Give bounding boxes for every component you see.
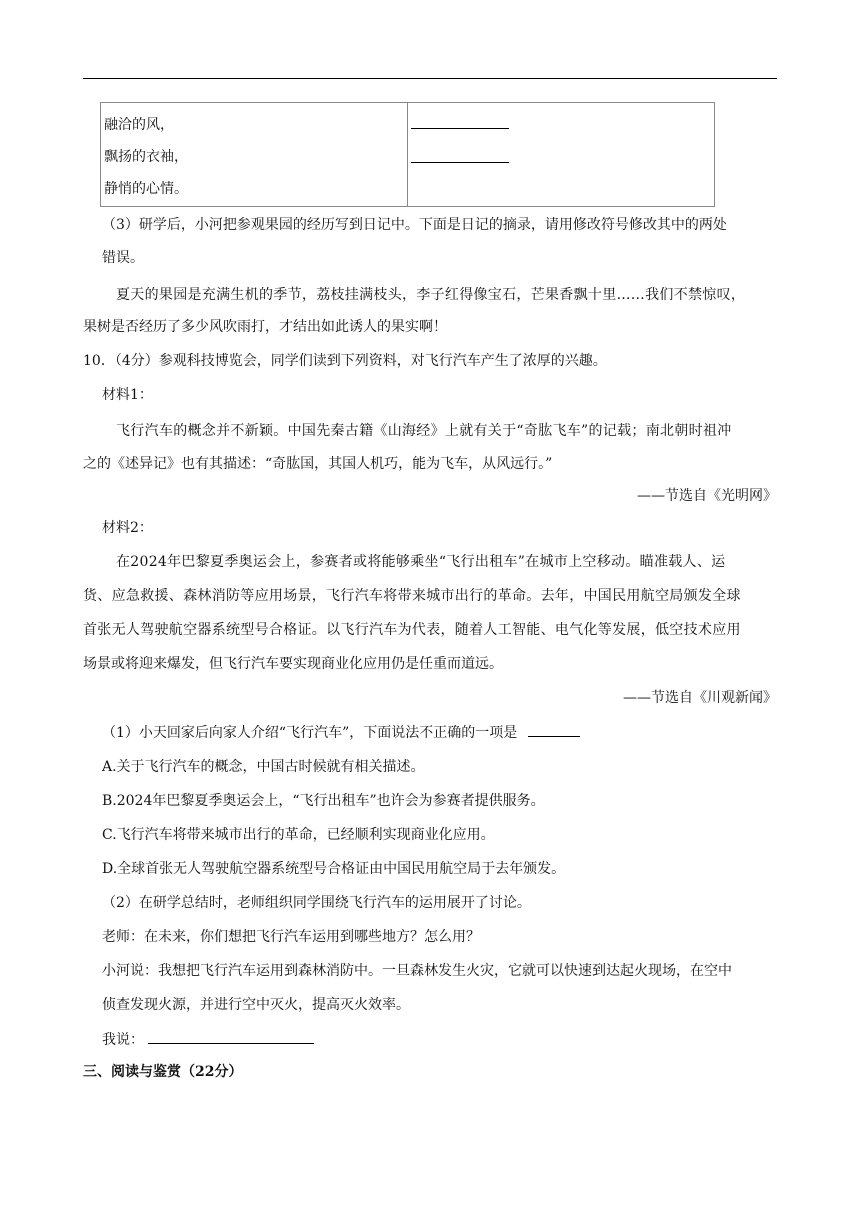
answer-blank-2[interactable] — [411, 162, 509, 163]
material-2-line4: 场景或将迎来爆发，但飞行汽车要实现商业化应用仍是任重而道远。 — [83, 656, 503, 672]
sub-question-1-row — [102, 722, 580, 743]
diary-paragraph-line1: 夏天的果园是充满生机的季节，荔枝挂满枝头，李子红得像宝石，芒果香飘十里……我们不禁惊叹， — [116, 287, 746, 303]
table-left-line-3: 静悄的心情。 — [104, 181, 188, 197]
option-b: B.2024年巴黎夏季奥运会上，“飞行出租车”也许会为参赛者提供服务。 — [102, 793, 545, 809]
q9-3-prompt-line1: （3）研学后，小河把参观果园的经历写到日记中。下面是日记的摘录，请用修改符号修改其中的两处 — [102, 217, 727, 233]
option-c: C.飞行汽车将带来城市出行的革命，已经顺利实现商业化应用。 — [102, 827, 495, 843]
section-3-heading: 三、阅读与鉴赏（22分） — [83, 1064, 243, 1080]
my-answer-row — [102, 1029, 314, 1050]
question-10-stem: 10．（4分）参观科技博览会，同学们读到下列资料，对飞行汽车产生了浓厚的兴趣。 — [83, 353, 607, 369]
my-answer-label: 我说： — [102, 1032, 144, 1048]
xiaohe-line1: 小河说：我想把飞行汽车运用到森林消防中。一旦森林发生火灾，它就可以快速到达起火现场，在空中 — [102, 963, 732, 979]
xiaohe-line2: 侦查发现火源，并进行空中灭火，提高灭火效率。 — [102, 997, 410, 1013]
table-divider — [407, 103, 408, 206]
material-1-line2: 之的《述异记》也有其描述：“奇肱国，其国人机巧，能为飞车，从风远行。” — [83, 456, 553, 472]
option-d: D.全球首张无人驾驶航空器系统型号合格证由中国民用航空局于去年颁发。 — [102, 861, 566, 877]
sub-question-1: （1）小天回家后向家人介绍“飞行汽车”，下面说法不正确的一项是 — [102, 725, 518, 741]
material-1-label: 材料1： — [102, 387, 153, 403]
answer-table — [100, 102, 715, 207]
material-1-source: ——节选自《光明网》 — [637, 488, 777, 504]
option-a: A.关于飞行汽车的概念，中国古时候就有相关描述。 — [102, 759, 425, 775]
header-rule — [83, 78, 777, 79]
material-2-line2: 货、应急救援、森林消防等应用场景，飞行汽车将带来城市出行的革命。去年，中国民用航空局颁发全球 — [83, 588, 741, 604]
q9-3-prompt-line2: 错误。 — [102, 250, 144, 266]
my-answer-blank[interactable] — [148, 1029, 314, 1044]
diary-paragraph-line2: 果树是否经历了多少风吹雨打，才结出如此诱人的果实啊！ — [83, 319, 447, 335]
sub-question-1-blank[interactable] — [528, 722, 580, 737]
material-1-line1: 飞行汽车的概念并不新颖。中国先秦古籍《山海经》上就有关于“奇肱飞车”的记载；南北朝时祖冲 — [116, 423, 732, 439]
table-left-line-1: 融洽的风， — [104, 117, 174, 133]
material-2-source: ——节选自《川观新闻》 — [623, 690, 777, 706]
material-2-label: 材料2： — [102, 520, 153, 536]
table-left-line-2: 飘扬的衣袖， — [104, 149, 188, 165]
teacher-prompt: 老师：在未来，你们想把飞行汽车运用到哪些地方？怎么用？ — [102, 929, 480, 945]
material-2-line1: 在2024年巴黎夏季奥运会上，参赛者或将能够乘坐“飞行出租车”在城市上空移动。瞄准载人、运 — [116, 554, 726, 570]
sub-question-2: （2）在研学总结时，老师组织同学围绕飞行汽车的运用展开了讨论。 — [102, 895, 531, 911]
answer-blank-1[interactable] — [411, 128, 509, 129]
material-2-line3: 首张无人驾驶航空器系统型号合格证。以飞行汽车为代表，随着人工智能、电气化等发展，低空技术应用 — [83, 622, 741, 638]
